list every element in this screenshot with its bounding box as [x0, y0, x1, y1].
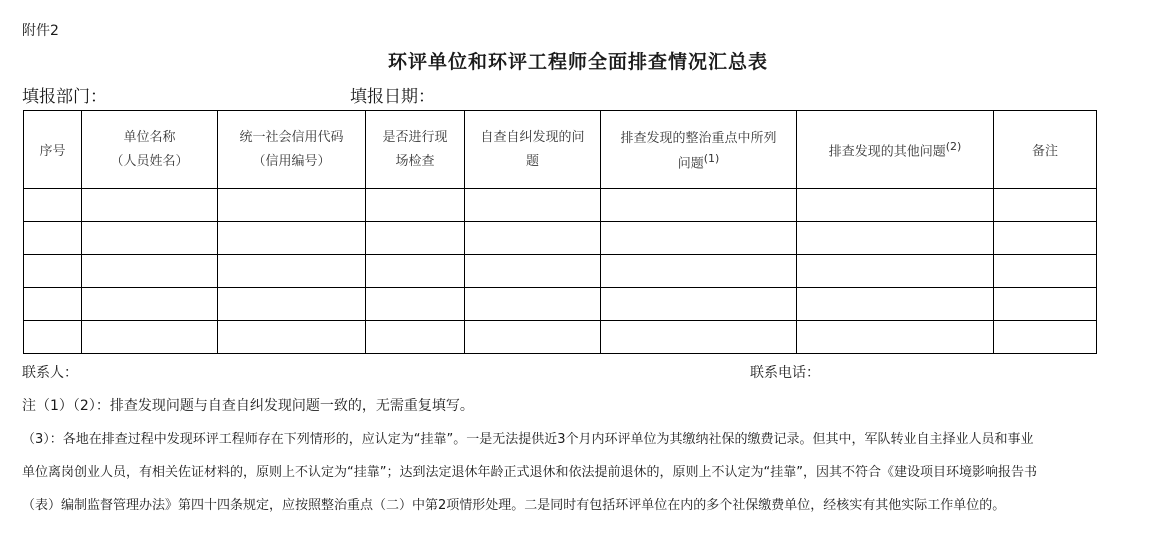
header-unit-name: 单位名称 （人员姓名）	[82, 111, 218, 189]
table-cell[interactable]	[601, 189, 797, 222]
table-cell[interactable]	[366, 189, 465, 222]
date-label: 填报日期：	[350, 87, 435, 107]
table-cell[interactable]	[601, 222, 797, 255]
table-cell[interactable]	[601, 288, 797, 321]
page-title: 环评单位和环评工程师全面排查情况汇总表	[387, 51, 768, 73]
table-cell[interactable]	[601, 255, 797, 288]
summary-table	[23, 110, 1097, 354]
table-cell[interactable]	[797, 321, 994, 354]
table-cell[interactable]	[465, 222, 601, 255]
table-cell[interactable]	[797, 189, 994, 222]
header-seq: 序号	[24, 111, 82, 189]
table-cell[interactable]	[82, 189, 218, 222]
table-cell[interactable]	[24, 189, 82, 222]
table-cell[interactable]	[994, 189, 1097, 222]
department-label: 填报部门：	[22, 87, 107, 107]
table-cell[interactable]	[366, 321, 465, 354]
note-line-2: （3）：各地在排查过程中发现环评工程师存在下列情形的，应认定为“挂靠”。一是无法提供近3个月内环评单位为其缴纳社保的缴费记录。但其中，军队转业自主择业人员和事业	[22, 432, 1034, 447]
table-row	[24, 321, 1097, 354]
table-header-row	[24, 111, 1097, 189]
table-cell[interactable]	[218, 222, 366, 255]
note-line-4: （表）编制监督管理办法》第四十四条规定，应按照整治重点（二）中第2项情形处理。二是同时有包括环评单位在内的多个社保缴费单位，经核实有其他实际工作单位的。	[22, 498, 1006, 513]
header-credit-code: 统一社会信用代码 （信用编号）	[218, 111, 366, 189]
table-cell[interactable]	[994, 321, 1097, 354]
table-cell[interactable]	[797, 255, 994, 288]
contact-label: 联系人：	[22, 365, 78, 381]
table-cell[interactable]	[366, 288, 465, 321]
table-cell[interactable]	[82, 222, 218, 255]
table-cell[interactable]	[82, 288, 218, 321]
header-other-issues: 排查发现的其他问题$^{(2)}$	[797, 111, 994, 189]
table-cell[interactable]	[994, 288, 1097, 321]
table-cell[interactable]	[82, 321, 218, 354]
header-onsite-check: 是否进行现 场检查	[366, 111, 465, 189]
table-row	[24, 288, 1097, 321]
table-cell[interactable]	[218, 255, 366, 288]
table-cell[interactable]	[218, 321, 366, 354]
table-cell[interactable]	[366, 222, 465, 255]
table-cell[interactable]	[366, 255, 465, 288]
table-cell[interactable]	[24, 321, 82, 354]
attachment-label: 附件2	[22, 23, 59, 39]
table-row	[24, 222, 1097, 255]
table-cell[interactable]	[218, 189, 366, 222]
header-self-check-issues: 自查自纠发现的问 题	[465, 111, 601, 189]
table-cell[interactable]	[797, 222, 994, 255]
table-cell[interactable]	[24, 288, 82, 321]
table-cell[interactable]	[994, 222, 1097, 255]
table-cell[interactable]	[465, 255, 601, 288]
note-line-3: 单位离岗创业人员，有相关佐证材料的，原则上不认定为“挂靠”；达到法定退休年龄正式退休和依法提前退休的，原则上不认定为“挂靠”，因其不符合《建设项目环境影响报告书	[22, 465, 1037, 480]
table-cell[interactable]	[601, 321, 797, 354]
header-remark: 备注	[994, 111, 1097, 189]
table-cell[interactable]	[82, 255, 218, 288]
table-cell[interactable]	[218, 288, 366, 321]
table-row	[24, 255, 1097, 288]
table-cell[interactable]	[994, 255, 1097, 288]
phone-label: 联系电话：	[750, 365, 820, 381]
table-cell[interactable]	[24, 222, 82, 255]
table-cell[interactable]	[465, 288, 601, 321]
table-cell[interactable]	[24, 255, 82, 288]
table-row	[24, 189, 1097, 222]
header-key-issues: 排查发现的整治重点中所列 问题$^{(1)}$	[601, 111, 797, 189]
note-line-1: 注（1）（2）：排查发现问题与自查自纠发现问题一致的，无需重复填写。	[22, 398, 474, 414]
table-cell[interactable]	[797, 288, 994, 321]
table-cell[interactable]	[465, 321, 601, 354]
table-cell[interactable]	[465, 189, 601, 222]
